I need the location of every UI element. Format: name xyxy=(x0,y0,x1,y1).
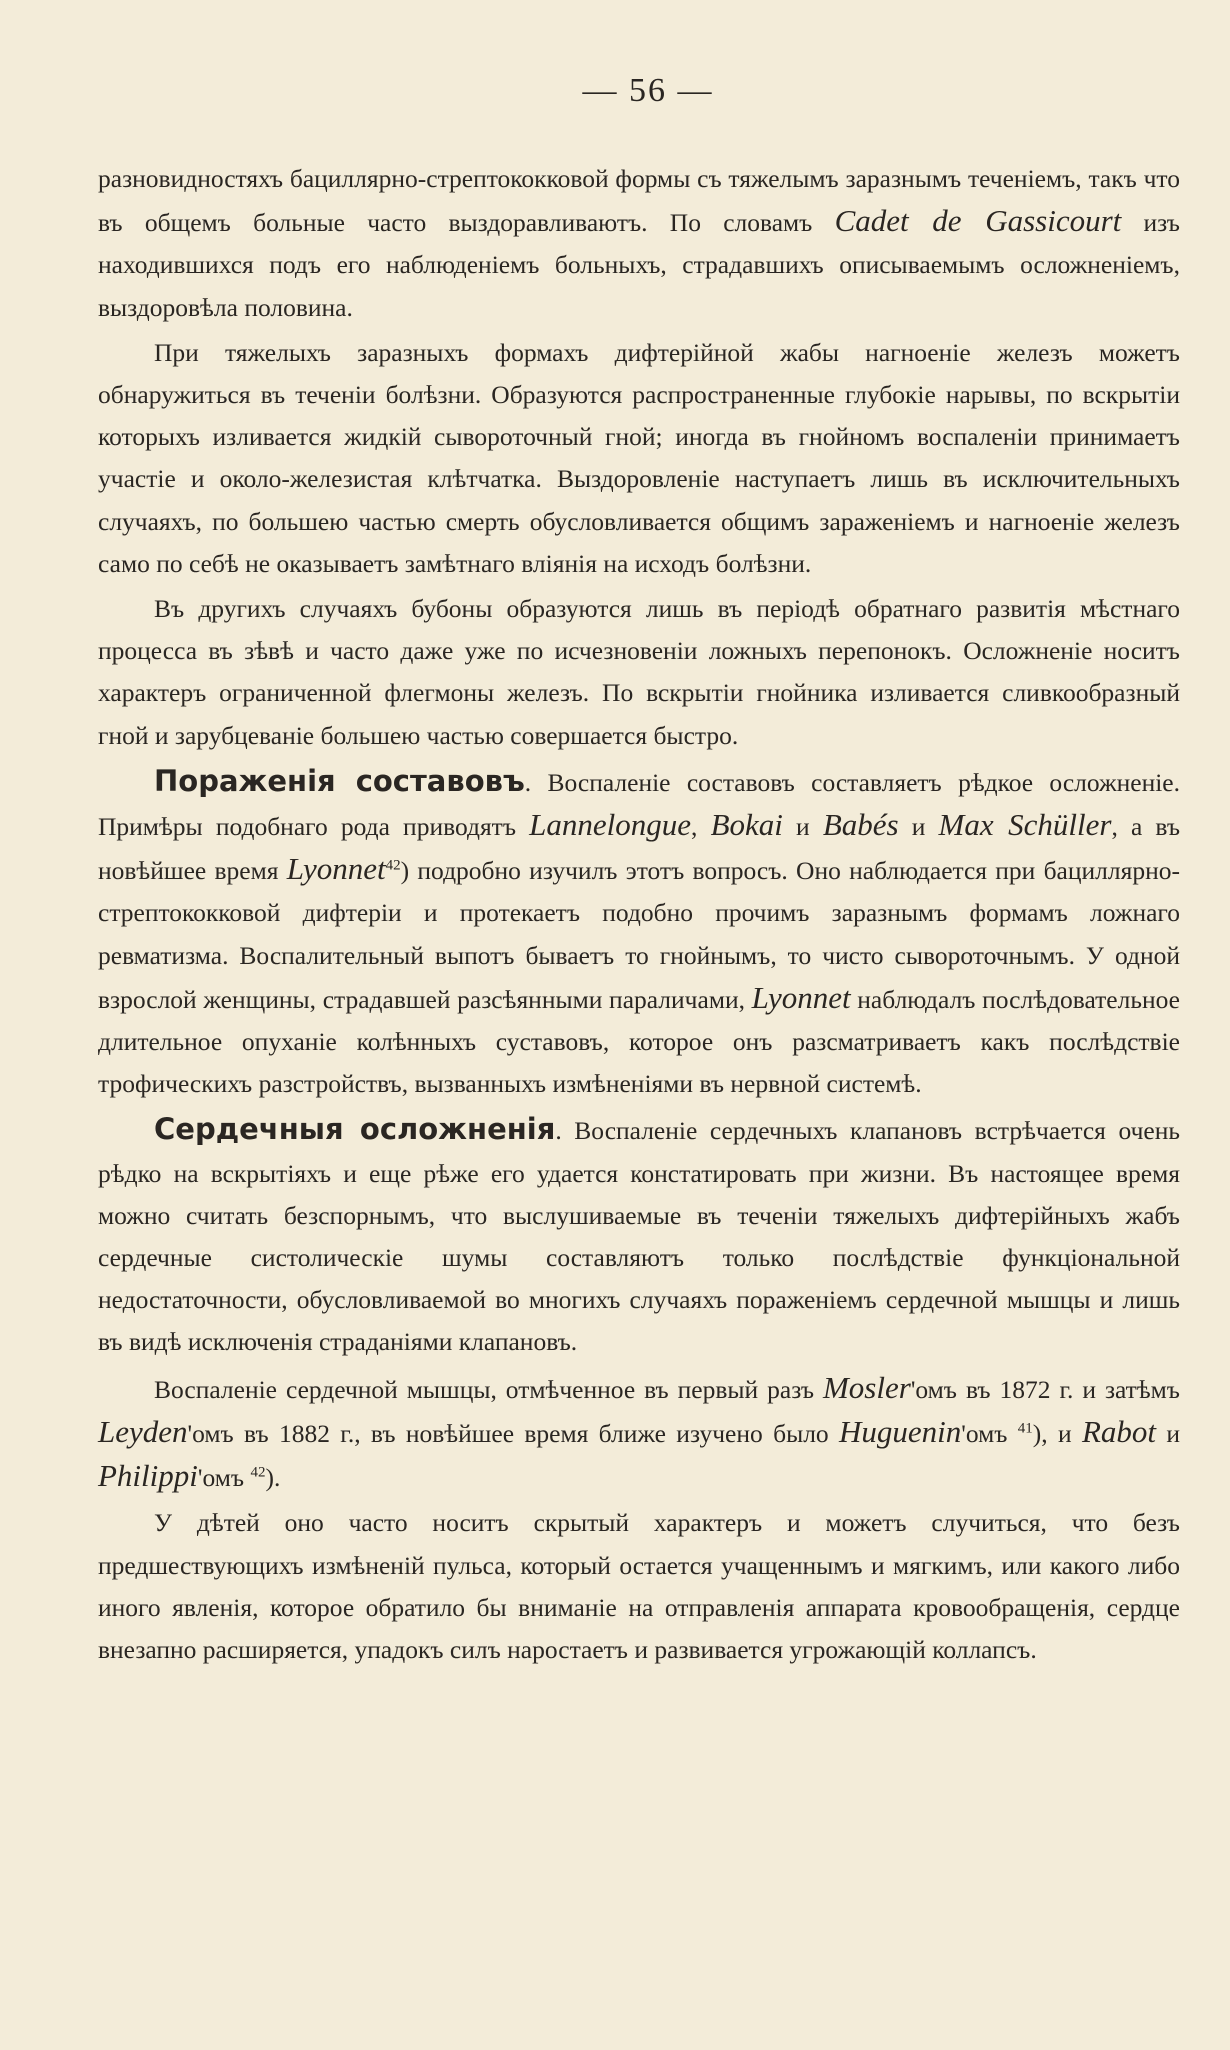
text-run: 'омъ xyxy=(961,1418,1018,1448)
text-run: 'омъ въ 1882 г., въ новѣйшее время ближе изучено было xyxy=(187,1418,840,1448)
author-name: Huguenin xyxy=(839,1413,962,1449)
paragraph-3: Въ другихъ случаяхъ бубоны образуются лишь въ періодѣ обратнаго развитія мѣстнаго процесса въ зѣвѣ и часто даже уже по исчезновеніи ложныхъ перепонокъ. Осложненіе носитъ характеръ ограниченной флегмоны железъ. По вскрытіи гнойника изливается сливкообразный гной и зарубцеваніе большею частью совершается быстро. xyxy=(98,594,1180,750)
author-name: Lannelongue xyxy=(529,807,692,843)
paragraph-1 xyxy=(98,158,1180,329)
text-run: . Воспаленіе сердечныхъ клапановъ встрѣчается очень рѣдко на вскрытіяхъ и еще рѣже его удается констатировать при жизни. Въ настоящее время можно считать безспорнымъ, что выслушиваемые въ теченіи тяжелыхъ дифтерійныхъ жабъ сердечные систолическіе шумы составляютъ только послѣдствіе функціональной недостаточности, обусловливаемой во многихъ случаяхъ пораженіемъ сердечной мышцы и лишь въ видѣ исключенія страданіями клапановъ. xyxy=(98,1116,1180,1357)
page-number: — 56 — xyxy=(582,72,714,109)
footnote-ref: 41 xyxy=(1017,1420,1033,1437)
text-run: , а въ новѣйшее время xyxy=(98,812,1181,886)
text-run: разновидностяхъ бациллярно-стрептококковой формы съ тяжелымъ заразнымъ теченіемъ, такъ что въ общемъ больные часто выздоравливаютъ. По словамъ xyxy=(98,164,1180,238)
paragraph-5 xyxy=(98,1108,1180,1363)
author-name: Babés xyxy=(822,807,899,843)
author-name: Mosler xyxy=(822,1369,911,1405)
author-name: Cadet de Gassicourt xyxy=(834,203,1122,239)
author-name: Philippi xyxy=(98,1458,198,1494)
text-run: , xyxy=(691,812,711,842)
paragraph-6 xyxy=(98,1367,1180,1500)
text-run: ) подробно изучилъ этотъ вопросъ. Оно наблюдается при бациллярно-стрептококковой дифтеріи и протекаетъ подобно прочимъ заразнымъ формамъ ложнаго ревматизма. Воспалительный выпотъ бываетъ то гнойнымъ, то чисто сывороточнымъ. У одной взрослой женщины, страдавшей разсѣянными параличами, xyxy=(98,856,1180,1014)
text-run: . Воспаленіе составовъ составляетъ рѣдкое осложненіе. Примѣры подобнаго рода приводятъ xyxy=(98,767,1180,842)
author-name: Rabot xyxy=(1081,1413,1157,1449)
author-name: Lyonnet xyxy=(751,979,851,1015)
text-run: и xyxy=(782,812,823,842)
author-name: Leyden xyxy=(98,1413,188,1449)
text-run: и xyxy=(898,812,939,842)
text-run: и xyxy=(1156,1418,1181,1448)
text-run: Воспаленіе сердечной мышцы, отмѣченное въ первый разъ xyxy=(154,1374,823,1404)
text-run: ), и xyxy=(1032,1418,1082,1448)
text-run: 'омъ въ 1872 г. и затѣмъ xyxy=(910,1374,1180,1404)
footnote-ref: 42 xyxy=(385,857,401,874)
author-name: Bokai xyxy=(710,807,783,843)
section-heading: Сердечныя осложненія xyxy=(154,1112,556,1147)
text-run: 'омъ xyxy=(197,1463,251,1493)
author-name: Max Schüller xyxy=(938,807,1112,843)
paragraph-7: У дѣтей оно часто носитъ скрытый характеръ и можетъ случиться, что безъ предшествующихъ измѣненій пульса, который остается учащеннымъ и мягкимъ, или какого либо иного явленія, которое обратило бы вниманіе на отправленія аппарата кровообращенія, сердце внезапно расширяется, упадокъ силъ наростаетъ и развивается угрожающій коллапсъ. xyxy=(98,1508,1180,1664)
paragraph-4 xyxy=(98,760,1180,1106)
footnote-ref: 42 xyxy=(250,1464,266,1481)
text-run: наблюдалъ послѣдовательное длительное опуханіе колѣнныхъ суставовъ, которое онъ разсматриваетъ какъ послѣдствіе трофическихъ разстройствъ, вызванныхъ измѣненіями въ нервной системѣ. xyxy=(98,984,1181,1099)
author-name: Lyonnet xyxy=(286,851,386,887)
section-heading: Пораженія составовъ xyxy=(154,763,525,798)
text-run: изъ находившихся подъ его наблюденіемъ больныхъ, страдавшихъ описываемымъ осложненіемъ, выздоровѣла половина. xyxy=(98,208,1180,322)
text-run: ). xyxy=(265,1463,281,1493)
paragraph-2: При тяжелыхъ заразныхъ формахъ дифтерійной жабы нагноеніе железъ можетъ обнаружиться въ теченіи болѣзни. Образуются распространенные глубокіе нарывы, по вскрытіи которыхъ изливается жидкій сывороточный гной; иногда въ гнойномъ воспаленіи принимаетъ участіе и около-железистая клѣтчатка. Выздоровленіе наступаетъ лишь въ исключительныхъ случаяхъ, по большею частью смерть обусловливается общимъ зараженіемъ и нагноеніе железъ само по себѣ не оказываетъ замѣтнаго вліянія на исходъ болѣзни. xyxy=(98,337,1180,578)
